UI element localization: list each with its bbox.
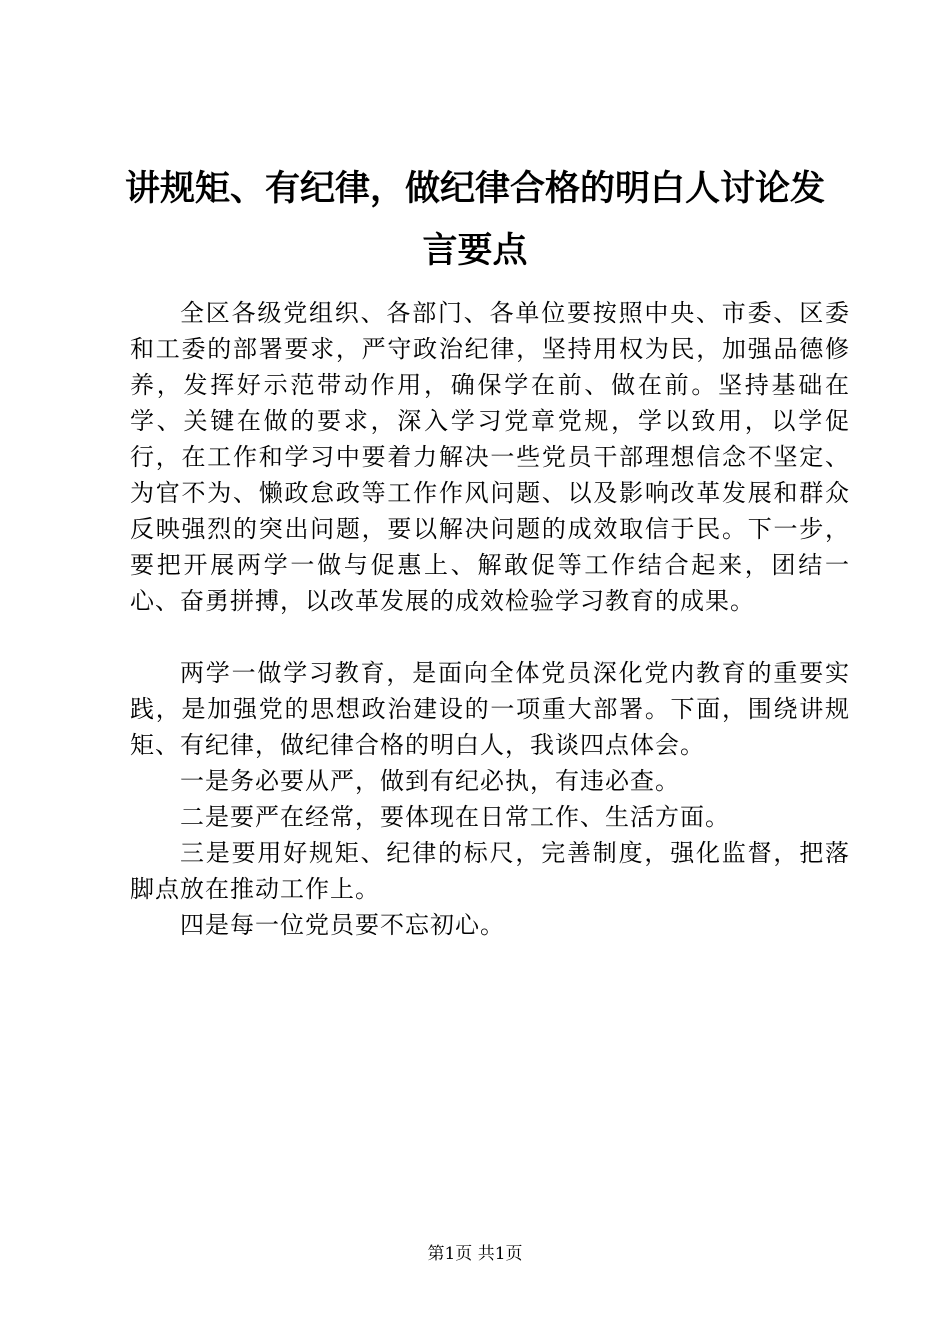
paragraph-3: 一是务必要从严，做到有纪必执，有违必查。 [180, 767, 680, 795]
paragraph-6: 四是每一位党员要不忘初心。 [180, 911, 505, 939]
paragraph-4: 二是要严在经常，要体现在日常工作、生活方面。 [180, 803, 730, 831]
document-body [130, 295, 850, 943]
paragraph-1: 全区各级党组织、各部门、各单位要按照中央、市委、区委和工委的部署要求，严守政治纪律，坚持用权为民，加强品德修养，发挥好示范带动作用，确保学在前、做在前。坚持基础在学、关键在做的要求，深入学习党章党规，学以致用，以学促行，在工作和学习中要着力解决一些党员干部理想信念不坚定、为官不为、懒政怠政等工作作风问题、以及影响改革发展和群众反映强烈的突出问题，要以解决问题的成效取信于民。下一步，要把开展两学一做与促惠上、解敢促等工作结合起来，团结一心、奋勇拼搏，以改革发展的成效检验学习教育的成果。 [130, 299, 850, 615]
document-title: 讲规矩、有纪律，做纪律合格的明白人讨论发言要点 [124, 169, 825, 271]
paragraph-5: 三是要用好规矩、纪律的标尺，完善制度，强化监督，把落脚点放在推动工作上。 [130, 839, 850, 903]
page-footer: 第1页 共1页 [427, 1244, 523, 1264]
paragraph-2: 两学一做学习教育，是面向全体党员深化党内教育的重要实践，是加强党的思想政治建设的一项重大部署。下面，围绕讲规矩、有纪律，做纪律合格的明白人，我谈四点体会。 [130, 659, 850, 759]
